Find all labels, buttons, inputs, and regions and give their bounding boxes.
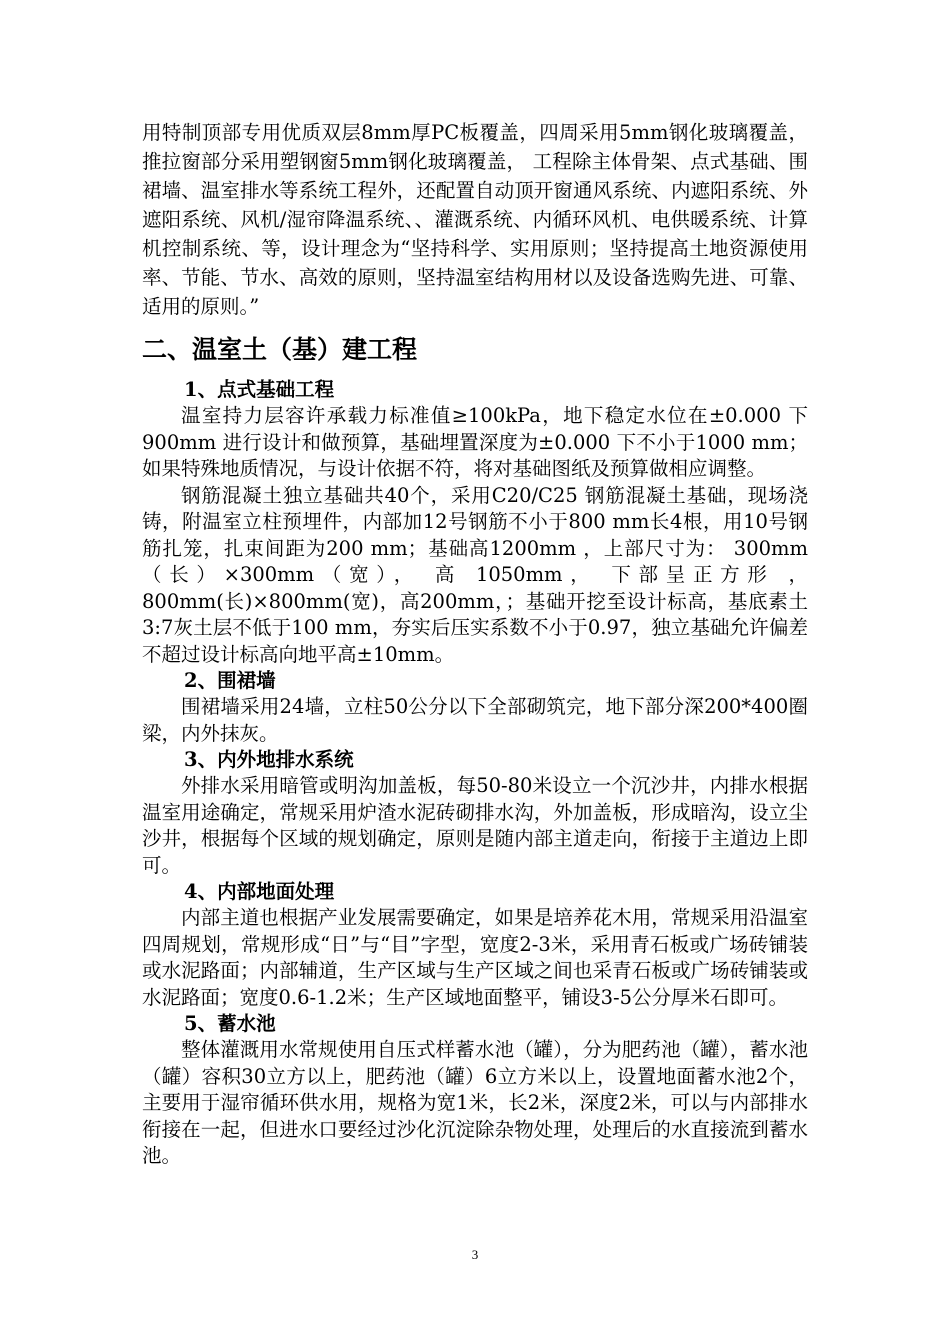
paragraph-foundation-concrete: 钢筋混凝土独立基础共40个，采用C20/C25 钢筋混凝土基础，现场浇铸，附温室立柱预埋件，内部加12号钢筋不小于800 mm长4根，用10号钢筋扎笼，扎束间距为200 mm；基础高1200mm ，上部尺寸为： 300mm（长）×300mm（宽）， 高 1050mm， 下部呈正方形 ，800mm(长)×800mm(宽)，高200mm，；基础开挖至设计标高，基底素土3:7灰土层不低于100 mm，夯实后压实系数不小于0.97，独立基础允许偏差不超过设计标高向地平高±10mm。 — [142, 483, 808, 666]
paragraph-skirt-wall: 围裙墙采用24墙，立柱50公分以下全部砌筑完，地下部分深200*400圈梁，内外抹灰。 — [142, 695, 808, 745]
subsection-title-skirt-wall: 2、围裙墙 — [184, 669, 276, 692]
paragraph-floor: 内部主道也根据产业发展需要确定，如果是培养花木用，常规采用沿温室四周规划，常规形成“日”与“目”字型，宽度2-3米，采用青石板或广场砖铺装或水泥路面；内部辅道，生产区域与生产区域之间也采青石板或广场砖铺装或水泥路面；宽度0.6-1.2米；生产区域地面整平，铺设3-5公分厚米石即可。 — [142, 906, 808, 1009]
intro-paragraph: 用特制顶部专用优质双层8mm厚PC板覆盖，四周采用5mm钢化玻璃覆盖，推拉窗部分采用塑钢窗5mm钢化玻璃覆盖， 工程除主体骨架、点式基础、围裙墙、温室排水等系统工程外，还配置自动顶开窗通风系统、内遮阳系统、外遮阳系统、风机/湿帘降温系统、、灌溉系统、内循环风机、电供暖系统、计算机控制系统、等，设计理念为“坚持科学、实用原则；坚持提高土地资源使用率、节能、节水、高效的原则，坚持温室结构用材以及设备选购先进、可靠、适用的原则。” — [142, 121, 808, 318]
subsection-title-reservoir: 5、蓄水池 — [184, 1012, 276, 1035]
subsection-title-drainage: 3、内外地排水系统 — [184, 748, 354, 771]
document-body — [142, 118, 808, 1170]
paragraph-foundation-bearing: 温室持力层容许承载力标准值≥100kPa，地下稳定水位在±0.000 下900mm 进行设计和做预算，基础埋置深度为±0.000 下不小于1000 mm；如果特殊地质情况，与设计依据不符，将对基础图纸及预算做相应调整。 — [142, 404, 808, 480]
page-number: 3 — [471, 1247, 479, 1262]
subsection-title-floor: 4、内部地面处理 — [184, 880, 335, 903]
paragraph-drainage: 外排水采用暗管或明沟加盖板，每50-80米设立一个沉沙井，内排水根据温室用途确定，常规采用炉渣水泥砖砌排水沟，外加盖板，形成暗沟，设立尘沙井，根据每个区域的规划确定，原则是随内部主道走向，衔接于主道边上即可。 — [142, 774, 808, 877]
subsection-title-foundation: 1、点式基础工程 — [184, 378, 335, 401]
section-heading: 二、温室土（基）建工程 — [142, 335, 418, 364]
paragraph-reservoir: 整体灌溉用水常规使用自压式样蓄水池（罐），分为肥药池（罐），蓄水池（罐）容积30立方以上，肥药池（罐）6立方米以上，设置地面蓄水池2个，主要用于湿帘循环供水用，规格为宽1米，长2米，深度2米，可以与内部排水衔接在一起，但进水口要经过沙化沉淀除杂物处理，处理后的水直接流到蓄水池。 — [142, 1038, 808, 1167]
